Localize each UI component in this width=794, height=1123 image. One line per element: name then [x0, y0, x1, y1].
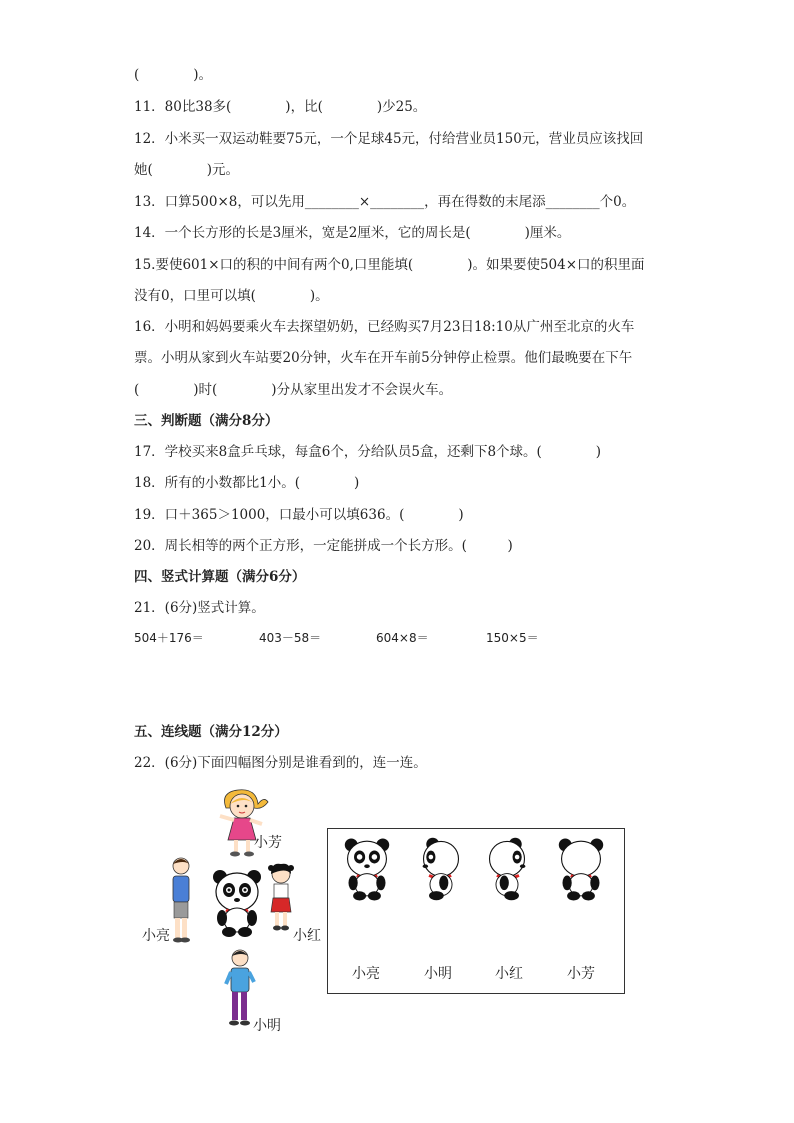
q16: 16．小明和妈妈要乘火车去探望奶奶，已经购买7月23日18:10从广州至北京的火车 [134, 319, 635, 335]
girl-xiaohong-icon [266, 862, 296, 936]
q22: 22．(6分)下面四幅图分别是谁看到的，连一连。 [134, 755, 427, 771]
box-label-2: 小明 [424, 966, 452, 982]
q15: 15.要使601×口的积的中间有两个0,口里能填( )。如果要使504×口的积里面 [134, 257, 645, 273]
q12-cont: 她( )元。 [134, 162, 240, 178]
section-5-heading: 五、连线题（满分12分） [134, 724, 288, 740]
q16-cont2: ( )时( )分从家里出发才不会误火车。 [134, 382, 453, 398]
box-label-3: 小红 [495, 966, 523, 982]
box-label-1: 小亮 [352, 966, 380, 982]
panda-side-right-view-icon [484, 836, 530, 902]
q10-tail: ( )。 [134, 67, 213, 83]
box-label-4: 小芳 [567, 966, 595, 982]
q20: 20．周长相等的两个正方形，一定能拼成一个长方形。( ) [134, 538, 513, 554]
calc-4: 150×5＝ [486, 631, 539, 645]
calc-1: 504＋176＝ [134, 631, 204, 645]
q18: 18．所有的小数都比1小。( ) [134, 475, 360, 491]
panda-side-left-view-icon [418, 836, 464, 902]
boy-xiaoliang-icon [166, 856, 196, 946]
q13: 13．口算500×8，可以先用________×________，再在得数的末尾添________个0。 [134, 194, 636, 210]
section-3-heading: 三、判断题（满分8分） [134, 413, 279, 429]
section-4-heading: 四、竖式计算题（满分6分） [134, 569, 306, 585]
panda-back-view-icon [556, 836, 606, 902]
q15-cont: 没有0，口里可以填( )。 [134, 288, 329, 304]
q11: 11．80比38多( )，比( )少25。 [134, 99, 427, 115]
q19: 19．口＋365＞1000，口最小可以填636。( ) [134, 507, 464, 523]
q21: 21．(6分)竖式计算。 [134, 600, 265, 616]
label-xiaoliang: 小亮 [142, 928, 170, 944]
q16-cont: 票。小明从家到火车站要20分钟，火车在开车前5分钟停止检票。他们最晚要在下午 [134, 350, 633, 366]
q12: 12．小米买一双运动鞋要75元，一个足球45元，付给营业员150元，营业员应该找回 [134, 131, 644, 147]
label-xiaohong: 小红 [293, 928, 321, 944]
boy-xiaoming-icon [224, 948, 256, 1030]
calc-2: 403－58＝ [259, 631, 322, 645]
label-xiaoming: 小明 [253, 1018, 281, 1034]
panda-front-view-icon [342, 836, 392, 902]
panda-center-icon [210, 868, 264, 938]
q14: 14．一个长方形的长是3厘米，宽是2厘米，它的周长是( )厘米。 [134, 225, 571, 241]
label-xiaofang: 小芳 [254, 835, 282, 851]
calc-3: 604×8＝ [376, 631, 429, 645]
q17: 17．学校买来8盒乒乓球，每盒6个，分给队员5盒，还剩下8个球。( ) [134, 444, 602, 460]
